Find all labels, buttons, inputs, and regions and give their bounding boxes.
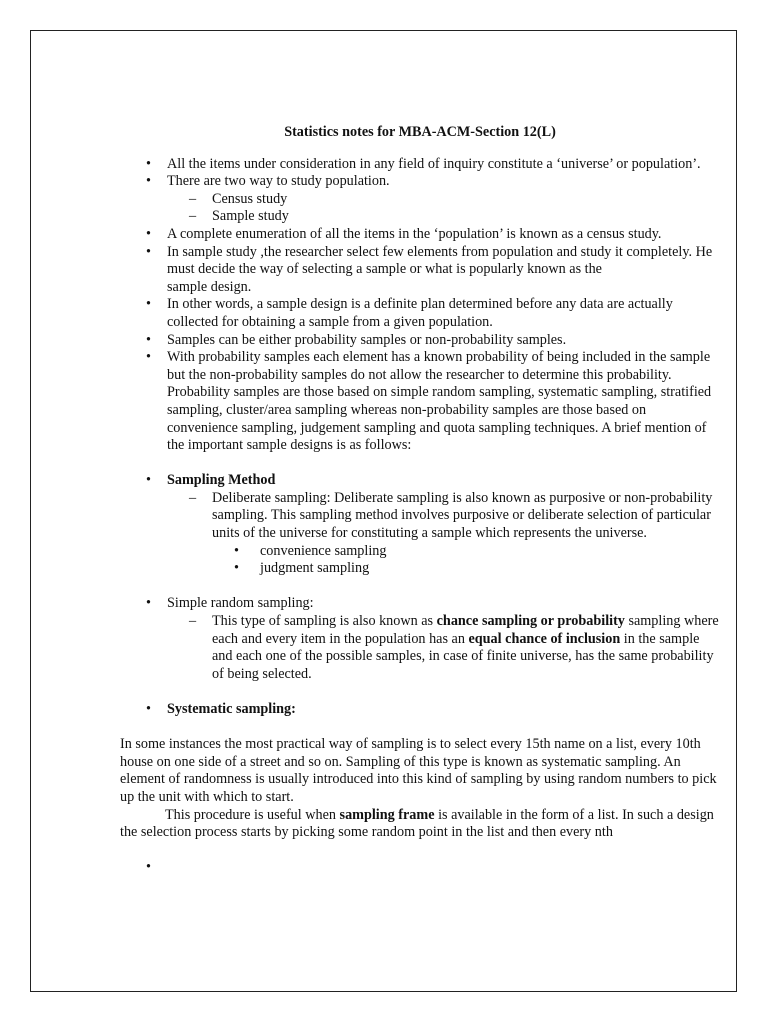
list-item xyxy=(120,701,720,719)
bullet-marker: • xyxy=(146,595,151,612)
section-heading-sampling-method: Sampling Method xyxy=(167,472,276,489)
list-item-text: All the items under consideration in any field of inquiry constitute a ‘universe’ or population’. xyxy=(167,155,701,172)
bold-text-run: sampling frame xyxy=(339,806,435,823)
list-item xyxy=(120,156,720,174)
bullet-marker: • xyxy=(146,155,151,172)
paragraph: In some instances the most practical way of sampling is to select every 15th name on a list, every 10th house on one side of a street and so on. Sampling of this type is known as systematic sampling. An element of randomness is usually introduced into this kind of sampling by using random numbers to pick up the unit with which to start. xyxy=(120,736,717,805)
dash-marker: – xyxy=(189,489,197,506)
document-page xyxy=(30,30,737,992)
bullet-marker: • xyxy=(146,173,151,190)
sub-list-item xyxy=(120,490,720,543)
list-item xyxy=(120,173,720,191)
text-run: is available in the form of a list. In such a design the selection process starts by picking some random point in the list and then every nth xyxy=(120,806,714,841)
list-item-text: judgment sampling xyxy=(260,560,370,577)
list-item xyxy=(120,472,720,490)
list-item xyxy=(120,349,720,455)
list-item-text: Census study xyxy=(212,190,288,207)
text-run: in the sample and each one of the possible samples, in case of finite universe, has the same probability of being selected. xyxy=(212,630,714,682)
list-item xyxy=(120,226,720,244)
sub-list-item xyxy=(120,191,720,209)
list-item-text: convenience sampling xyxy=(260,542,387,559)
dash-marker: – xyxy=(189,190,197,207)
list-item-text: With probability samples each element has a known probability of being included in the sample but the non-probability samples do not allow the researcher to determine this probability. Probability samples are those based on simple random sampling, systematic sampling, stratified sampling, cluster/area sampling whereas non-probability samples are those based on convenience sampling, judgement sampling and quota sampling techniques. A brief mention of the important sample designs is as follows: xyxy=(167,349,712,454)
sub-sub-list-item xyxy=(120,560,720,578)
bullet-marker: • xyxy=(146,349,151,366)
bullet-marker: • xyxy=(146,331,151,348)
text-run: This procedure is useful when xyxy=(165,806,340,823)
list-item-text: Sample study xyxy=(212,208,289,225)
bullet-marker: • xyxy=(146,859,151,876)
list-item xyxy=(120,296,720,331)
text-run: This type of sampling is also known as xyxy=(212,613,437,630)
text-run: sampling where each and every item in the population has an xyxy=(212,613,719,647)
list-item xyxy=(120,595,720,613)
paragraph xyxy=(120,807,720,842)
list-item-text: Deliberate sampling: Deliberate sampling is also known as purposive or non-probability sampling. This sampling method involves purposive or deliberate selection of particular units of the universe for constituting a sample which represents the universe. xyxy=(212,489,713,542)
page-title: Statistics notes for MBA-ACM-Section 12(L) xyxy=(284,124,556,140)
bullet-marker: • xyxy=(234,542,239,559)
sub-sub-list-item xyxy=(120,543,720,561)
list-item-text: There are two way to study population. xyxy=(167,173,390,190)
document-content xyxy=(120,124,720,876)
list-item-text: In other words, a sample design is a definite plan determined before any data are actually collected for obtaining a sample from a given population. xyxy=(167,296,673,330)
list-item-text: Samples can be either probability samples or non-probability samples. xyxy=(167,331,567,348)
sub-list-item xyxy=(120,613,720,683)
bullet-marker: • xyxy=(146,296,151,313)
bullet-marker: • xyxy=(146,472,151,489)
bold-text-run: chance sampling or probability xyxy=(436,613,625,630)
list-item-text: sample design. xyxy=(167,278,252,295)
bold-text-run: equal chance of inclusion xyxy=(468,630,621,647)
list-item-text: A complete enumeration of all the items in the ‘population’ is known as a census study. xyxy=(167,225,662,242)
bullet-marker: • xyxy=(146,701,151,717)
list-item xyxy=(120,244,720,297)
bullet-marker: • xyxy=(146,243,151,260)
dash-marker: – xyxy=(189,208,197,225)
section-heading-simple-random: Simple random sampling: xyxy=(167,595,314,612)
list-item-text: In sample study ,the researcher select few elements from population and study it completely. He must decide the way of selecting a sample or what is popularly known as the xyxy=(167,243,713,278)
sub-list-item xyxy=(120,208,720,226)
bullet-marker: • xyxy=(234,560,239,577)
section-heading-systematic: Systematic sampling: xyxy=(167,701,296,717)
bullet-marker: • xyxy=(146,225,151,242)
list-item xyxy=(120,332,720,350)
dash-marker: – xyxy=(189,613,197,630)
